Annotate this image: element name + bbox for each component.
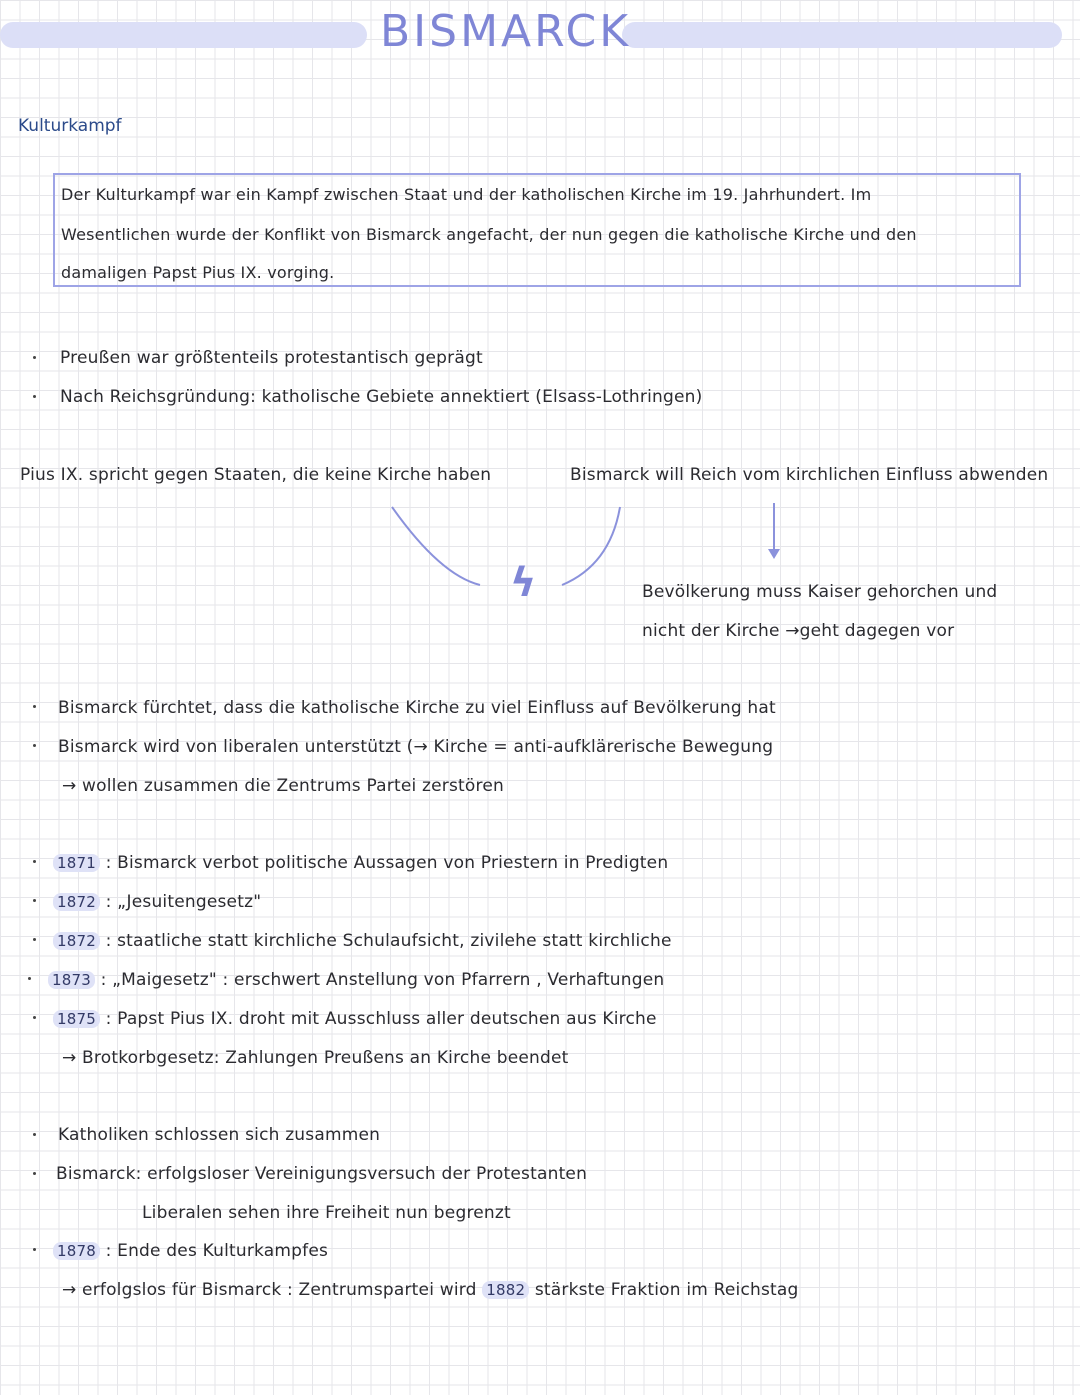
year-badge: 1882 [482, 1281, 529, 1299]
year-badge: 1878 [53, 1242, 100, 1260]
intro-line-3: damaligen Papst Pius IX. vorging. [61, 263, 335, 282]
diagram-right-text: Bismarck will Reich vom kirchlichen Einfluss abwenden [570, 465, 1049, 485]
list-item: Bismarck wird von liberalen unterstützt (→ Kirche = anti-aufklärerische Bewegung [58, 737, 774, 757]
bullet-dot [33, 1172, 36, 1175]
bullet-dot [33, 860, 36, 863]
bullet-dot [33, 1248, 36, 1251]
final-suffix: stärkste Fraktion im Reichstag [534, 1280, 799, 1300]
timeline-text: : Ende des Kulturkampfes [105, 1241, 329, 1261]
right-curve [562, 507, 620, 585]
left-curve [392, 507, 480, 585]
bullet-dot [33, 744, 36, 747]
timeline-row [48, 970, 664, 990]
final-prefix: → erfolgslos für Bismarck : Zentrumspartei wird [62, 1280, 477, 1300]
list-item: Katholiken schlossen sich zusammen [58, 1125, 381, 1145]
bullet-dot [33, 938, 36, 941]
title-decoration-left [0, 22, 367, 48]
timeline-followup: → Brotkorbgesetz: Zahlungen Preußens an Kirche beendet [62, 1048, 569, 1068]
timeline-text: : staatliche statt kirchliche Schulaufsicht, zivilehe statt kirchliche [105, 931, 672, 951]
year-badge: 1873 [48, 971, 95, 989]
timeline-text: : Bismarck verbot politische Aussagen von Priestern in Predigten [105, 853, 669, 873]
year-badge: 1871 [53, 854, 100, 872]
intro-line-1: Der Kulturkampf war ein Kampf zwischen Staat und der katholischen Kirche im 19. Jahrhundert. Im [61, 185, 872, 204]
page-title: BISMARCK [380, 6, 632, 57]
year-badge: 1872 [53, 932, 100, 950]
bullet-dot [28, 977, 31, 980]
diagram-left-text: Pius IX. spricht gegen Staaten, die keine Kirche haben [20, 465, 492, 485]
diagram-connectors [380, 495, 800, 635]
final-conclusion [62, 1280, 799, 1300]
list-item-followup: → wollen zusammen die Zentrums Partei zerstören [62, 776, 504, 796]
timeline-row-end [53, 1241, 328, 1261]
timeline-row [53, 853, 668, 873]
timeline-text: : „Maigesetz" : erschwert Anstellung von Pfarrern , Verhaftungen [100, 970, 665, 990]
list-item: Nach Reichsgründung: katholische Gebiete annektiert (Elsass-Lothringen) [60, 387, 703, 407]
diagram-consequence-line-1: Bevölkerung muss Kaiser gehorchen und [642, 582, 998, 602]
bullet-dot [33, 705, 36, 708]
timeline-row [53, 931, 672, 951]
timeline-row [53, 892, 261, 912]
list-item-sub: Liberalen sehen ihre Freiheit nun begrenzt [142, 1203, 511, 1223]
list-item: Bismarck fürchtet, dass die katholische Kirche zu viel Einfluss auf Bevölkerung hat [58, 698, 776, 718]
intro-line-2: Wesentlichen wurde der Konflikt von Bismarck angefacht, der nun gegen die katholische Kirche und den [61, 225, 917, 244]
timeline-row [53, 1009, 657, 1029]
timeline-text: : „Jesuitengesetz" [105, 892, 262, 912]
down-arrow-head [768, 549, 780, 559]
section-heading: Kulturkampf [18, 116, 122, 136]
list-item: Preußen war größtenteils protestantisch geprägt [60, 348, 483, 368]
conflict-lightning-icon: ϟ [510, 560, 537, 606]
bullet-dot [33, 356, 36, 359]
year-badge: 1875 [53, 1010, 100, 1028]
bullet-dot [33, 395, 36, 398]
bullet-dot [33, 1016, 36, 1019]
bullet-dot [33, 1133, 36, 1136]
list-item: Bismarck: erfolgsloser Vereinigungsversuch der Protestanten [56, 1164, 588, 1184]
title-decoration-right [622, 22, 1062, 48]
year-badge: 1872 [53, 893, 100, 911]
diagram-consequence-line-2: nicht der Kirche →geht dagegen vor [642, 621, 955, 641]
bullet-dot [33, 899, 36, 902]
timeline-text: : Papst Pius IX. droht mit Ausschluss aller deutschen aus Kirche [105, 1009, 657, 1029]
